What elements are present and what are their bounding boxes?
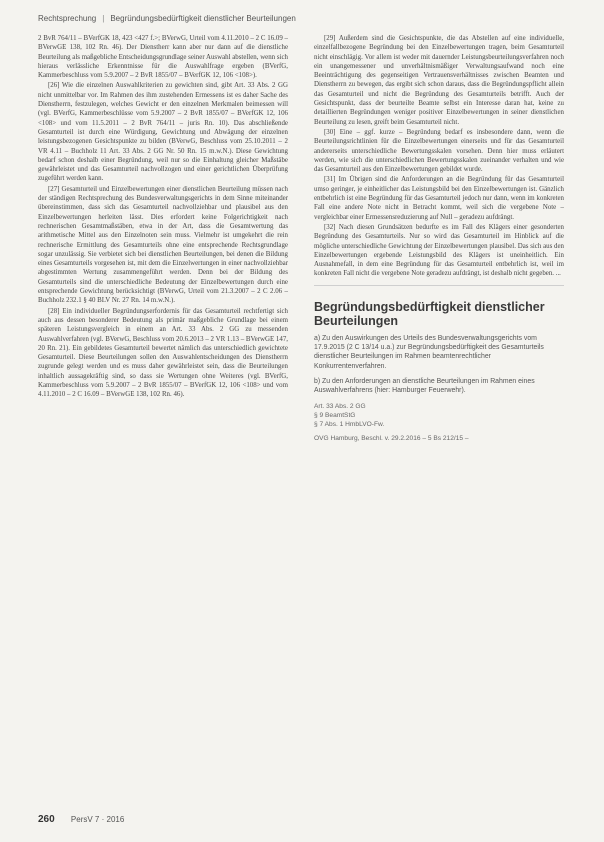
section-lead-b: b) Zu den Anforderungen an dienstliche Beurteilungen im Rahmen eines Auswahlverfahrens (hier: Hamburger Feuerwehr). bbox=[314, 377, 535, 395]
running-head bbox=[38, 14, 568, 23]
norms-list bbox=[314, 402, 564, 429]
section-title: Begründungsbedürftigkeit dienstlicher Beurteilungen bbox=[314, 299, 545, 328]
left-paragraph-28: [28] Ein individueller Begründungserfordernis für das Gesamturteil rechtfertigt sich auch aus dessen besonderer Bedeutung als primär maßgebliche Grundlage bei einem späteren Leistungsvergleich in einem an Art. 33 Abs. 2 GG zu messenden Auswahlverfahren (vgl. BVerwG, Beschluss vom 20.6.2013 – 2 VR 1.13 – BVerwGE 147, 20 Rn. 21). Ein gebildetes Gesamturteil bewertet nämlich das unterschiedlich gewichtete Gesamturteil. Diese Beurteilungen sollen den Auswahlentscheidungen des Dienstherrn zugrunde gelegt werden und es muss daher gewährleistet sein, dass die Beurteilungen inhaltlich aussagekräftig sind, so dass sie Wertungen ohne Weiteres (vgl. BVerfG, Kammerbeschluss vom 5.9.2007 – 2 BvR 1855/07 – BVerfGK 12, 106 <108> und vom 4.11.2010 – 2 C 16.09 – BVerwGE 138, 102 Rn. 46). bbox=[38, 307, 288, 399]
journal-issue: PersV 7 · 2016 bbox=[70, 815, 125, 824]
running-head-right: Begründungsbedürftigkeit dienstlicher Beurteilungen bbox=[110, 14, 296, 23]
right-paragraph-30: [30] Eine – ggf. kurze – Begründung bedarf es insbesondere dann, wenn die Beurteilungsrichtlinien für die Einzelbewertungen einerseits und für das Gesamturteil andererseits unterschiedliche Bewertungsskalen vorsehen. Denn hier muss erläutert werden, wie sich die unterschiedlichen Bewertungsskalen zueinander verhalten und wie das Gesamturteil aus den Einzelbewertungen gebildet wurde. bbox=[314, 128, 564, 174]
section-lead-a: a) Zu den Auswirkungen des Urteils des Bundesverwaltungsgerichts vom 17.9.2015 (2 C 13/14 u.a.) zur Begründungsbedürftigkeit des Gesamturteils dienstlicher Beurteilungen im Rahmen beamtenrechtlicher Konkurrentenverfahren. bbox=[314, 334, 544, 370]
left-paragraph-26: [26] Wie die einzelnen Auswahlkriterien zu gewichten sind, gibt Art. 33 Abs. 2 GG nicht unmittelbar vor. Im Rahmen des ihm zustehenden Ermessens ist es daher Sache des Dienstherrn, festzulegen, welches Gewicht er den einzelnen Merkmalen beimessen will (vgl. BVerfG, Kammerbeschlüsse vom 5.9.2007 – 2 BvR 1855/07 – BVerfGK 12, 106 <108> und vom 11.5.2011 – 2 BvR 764/11 – juris Rn. 10). Das abschließende Gesamturteil ist durch eine Würdigung, Gewichtung und Abwägung der einzelnen leistungsbezogenen Gesichtspunkte zu bilden (BVerwG, Beschluss vom 25.10.2011 – 2 VR 4.11 – Buchholz 11 Art. 33 Abs. 2 GG Nr. 50 Rn. 15 m.w.N.). Diese Gewichtung bedarf schon deshalb einer Begründung, weil nur so die Einhaltung gleicher Maßstäbe gewährleistet und das Gesamturteil nachvollzogen und einer gerichtlichen Überprüfung zugeführt werden kann. bbox=[38, 82, 288, 183]
left-paragraph-1: 2 BvR 764/11 – BVerfGK 18, 423 <427 f.>; BVerwG, Urteil vom 4.11.2010 – 2 C 16.09 – BVerwGE 138, 102 Rn. 46). Der Dienstherr kann aber nur dann auf die dienstliche Beurteilung als maßgebliche Entscheidungsgrundlage seiner Auswahl abstellen, wenn sich hieraus verlässliche Erkenntnisse für die Auswahlfrage ergeben (BVerfG, Kammerbeschluss vom 5.9.2007 – 2 BvR 1855/07 – BVerfGK 12, 106 <108>). bbox=[38, 35, 288, 80]
right-paragraph-29: [29] Außerdem sind die Gesichtspunkte, die das Abstellen auf eine individuelle, einzelfallbezogene Begründung bei den Einzelbewertungen tragen, beim Gesamturteil nicht einschlägig. Vor allem ist weder mit dauernder Leistungsbeurteilungsverfahren noch ein unangemessener und unverhältnismäßiger Verwaltungsaufwand noch eine Beeinträchtigung des gegenseitigen Vertrauensverhältnisses zwischen Beamten und Dienstherrn zu bewegen, das ergibt sich schon daraus, dass die Begründungspflicht allein das Gesamturteil und nicht die Begründung des Gesamturteils betrifft. Auch der Gesichtspunkt, dass der beurteilte Beamte selbst ein Interesse daran hat, keine zu detaillierten Begründungen weniger positiver Einzelbewertungen in seiner dienstlichen Beurteilung zu lesen, greift beim Gesamturteil nicht. bbox=[314, 35, 564, 126]
page-number: 260 bbox=[38, 814, 55, 825]
court-citation: OVG Hamburg, Beschl. v. 29.2.2016 – 5 Bs 212/15 – bbox=[314, 434, 469, 442]
norm-item: § 7 Abs. 1 HmbLVO-Fw. bbox=[314, 420, 385, 428]
left-column bbox=[38, 34, 288, 814]
norm-item: § 9 BeamtStG bbox=[314, 411, 356, 419]
section-divider bbox=[314, 285, 564, 286]
norm-item: Art. 33 Abs. 2 GG bbox=[314, 402, 366, 410]
running-head-left: Rechtsprechung bbox=[38, 14, 97, 23]
running-head-separator: | bbox=[102, 14, 105, 23]
right-paragraph-31: [31] Im Übrigen sind die Anforderungen an die Begründung für das Gesamturteil umso geringer, je einheitlicher das Leistungsbild bei den Einzelbewertungen ist. Gänzlich entbehrlich ist eine Begründung für das Gesamturteil jedoch nur dann, wenn im konkreten Fall eine andere Note nicht in Betracht kommt, weil sich die vergebene Note – vergleichbar einer Ermessensreduzierung auf Null – geradezu aufdrängt. bbox=[314, 176, 564, 221]
right-column bbox=[314, 34, 564, 834]
left-paragraph-27: [27] Gesamturteil und Einzelbewertungen einer dienstlichen Beurteilung müssen nach der ständigen Rechtsprechung des Bundesverwaltungsgerichts in dem Sinne miteinander übereinstimmen, dass sich das Gesamturteil nachvollziehbar und plausibel aus den Einzelbewertungen herleiten lässt. Dies erfordert keine Folgerichtigkeit nach rechnerischen Gesamtmaßstäben, etwa in der Art, dass die Gesamtwertung das arithmetische Mittel aus den Einzelnoten sein muss. Vielmehr ist umgekehrt die rein rechnerische Ermittlung des Gesamturteils ohne eine entsprechende Rechtsgrundlage sogar unzulässig. Sie verbietet sich bei dienstlichen Beurteilungen, bei denen die Bildung eines Gesamturteils vorgesehen ist, mit dem die Einzelwertungen in einer nachvollziehbar abgestimmten Wertung zusammengeführt werden. Denn bei der Bildung des Gesamturteils sind die unterschiedliche Bedeutung der Einzelbewertungen durch eine entsprechende Gewichtung berücksichtigt (BVerwG, Urteil vom 21.3.2007 – 2 C 2.06 – Buchholz 232.1 § 40 BLV Nr. 27 Rn. 14 m.w.N.). bbox=[38, 185, 288, 305]
right-paragraph-32: [32] Nach diesen Grundsätzen bedurfte es im Fall des Klägers einer gesonderten Begründung des Gesamturteils. Nur so wird das Gesamturteil im Hinblick auf die mögliche unterschiedliche Gewichtung der Einzelbewertungen plausibel. Das sich aus den Einzelbewertungen ergebende Leistungsbild des Klägers ist uneinheitlich. Ein Ausnahmefall, in dem eine Begründung für das Gesamturteil entbehrlich ist, weil im konkreten Fall nicht die vergebene Note geradezu aufdrängt, ist deshalb nicht gegeben. ... bbox=[314, 223, 564, 278]
page-footer bbox=[38, 814, 568, 825]
